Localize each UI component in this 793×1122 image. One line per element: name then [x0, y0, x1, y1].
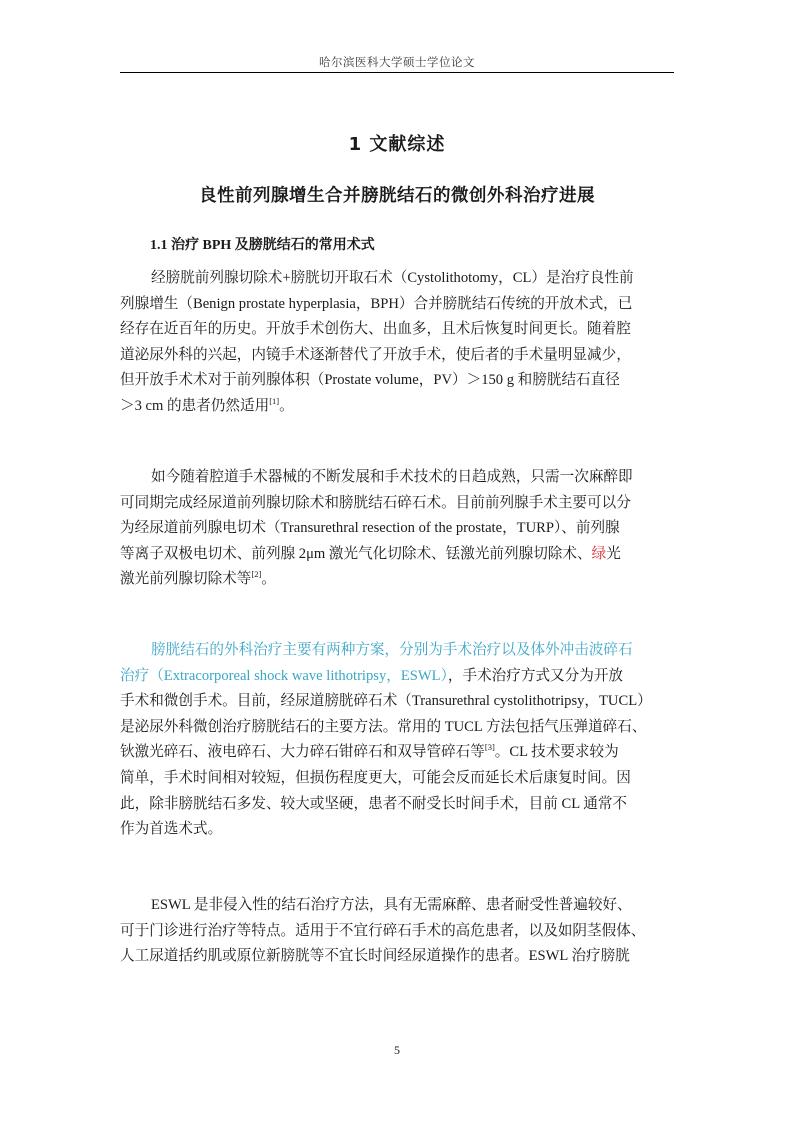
line-text: ，手术治疗方式又分为开放 [447, 667, 624, 684]
paragraph-line [120, 664, 674, 690]
paragraph-line: 但开放手术术对于前列腺体积（Prostate volume，PV）＞150 g 和膀胱结石直径 [120, 372, 620, 389]
paragraph-4 [120, 893, 674, 970]
line-text: 。 [261, 571, 276, 588]
chapter-title: 1 文献综述 [348, 134, 446, 155]
line-text: 。CL 技术要求较为 [494, 744, 619, 761]
paragraph-line: 为经尿道前列腺电切术（Transurethral resection of the prostate，TURP）、前列腺 [120, 520, 620, 537]
line-text: 光 [606, 545, 621, 562]
page-number: 5 [394, 1043, 400, 1057]
paragraph-line: 是泌尿外科微创治疗膀胱结石的主要方法。常用的 TUCL 方法包括气压弹道碎石、 [120, 718, 647, 735]
line-text: ＞3 cm 的患者仍然适用 [120, 397, 270, 414]
paragraph-line: 简单，手术时间相对较短，但损伤程度更大，可能会反而延长术后康复时间。因 [120, 769, 631, 786]
main-title: 良性前列腺增生合并膀胱结石的微创外科治疗进展 [199, 186, 595, 206]
paragraph-line: 作为首选术式。 [120, 821, 223, 838]
paragraph-line: 此，除非膀胱结石多发、较大或坚硬，患者不耐受长时间手术，目前 CL 通常不 [120, 795, 628, 812]
paragraph-line [120, 740, 674, 766]
citation: [3] [484, 742, 495, 753]
paragraph-line: 经膀胱前列腺切除术+膀胱切开取石术（Cystolithotomy，CL）是治疗良性前 [151, 270, 634, 286]
header-rule [120, 72, 674, 73]
line-text: 钬激光碎石、液电碎石、大力碎石钳碎石和双导管碎石等 [120, 744, 485, 761]
paragraph-2 [120, 465, 674, 593]
paragraph-line: 如今随着腔道手术器械的不断发展和手术技术的日趋成熟，只需一次麻醉即 [151, 469, 633, 485]
running-header: 哈尔滨医科大学硕士学位论文 [319, 55, 475, 69]
highlighted-text: 绿 [591, 545, 607, 562]
paragraph-line: 道泌尿外科的兴起，内镜手术逐渐替代了开放手术，使后者的手术量明显减少， [120, 346, 631, 363]
paragraph-line: ESWL 是非侵入性的结石治疗方法，具有无需麻醉、患者耐受性普遍较好、 [151, 897, 632, 913]
citation: [2] [251, 569, 262, 580]
paragraph-line: 膀胱结石的外科治疗主要有两种方案，分别为手术治疗以及体外冲击波碎石 [151, 642, 633, 658]
paragraph-line: 经存在近百年的历史。开放手术创伤大、出血多，且术后恢复时间更长。随着腔 [120, 321, 631, 338]
paragraph-line [120, 542, 674, 568]
highlighted-text: 治疗（Extracorporeal shock wave lithotripsy，ESWL） [120, 667, 448, 684]
paragraph-1 [120, 266, 674, 420]
paragraph-3 [120, 638, 674, 843]
line-text: 。 [279, 397, 294, 414]
paragraph-line [120, 394, 674, 420]
citation: [1] [269, 395, 280, 406]
paragraph-line: 人工尿道括约肌或原位新膀胱等不宜长时间经尿道操作的患者。ESWL 治疗膀胱 [120, 948, 630, 965]
section-heading: 1.1 治疗 BPH 及膀胱结石的常用术式 [150, 238, 375, 253]
paragraph-line: 列腺增生（Benign prostate hyperplasia，BPH）合并膀胱结石传统的开放术式，已 [120, 295, 633, 312]
line-text: 等离子双极电切术、前列腺 2μm 激光气化切除术、铥激光前列腺切除术、 [120, 545, 592, 562]
paragraph-line: 可于门诊进行治疗等特点。适用于不宜行碎石手术的高危患者，以及如阴茎假体、 [120, 922, 646, 939]
paragraph-line: 手术和微创手术。目前，经尿道膀胱碎石术（Transurethral cystolithotripsy，TUCL） [120, 693, 652, 710]
line-text: 激光前列腺切除术等 [120, 571, 252, 588]
paragraph-line: 可同期完成经尿道前列腺切除术和膀胱结石碎石术。目前前列腺手术主要可以分 [120, 494, 631, 511]
paragraph-line [120, 567, 674, 593]
